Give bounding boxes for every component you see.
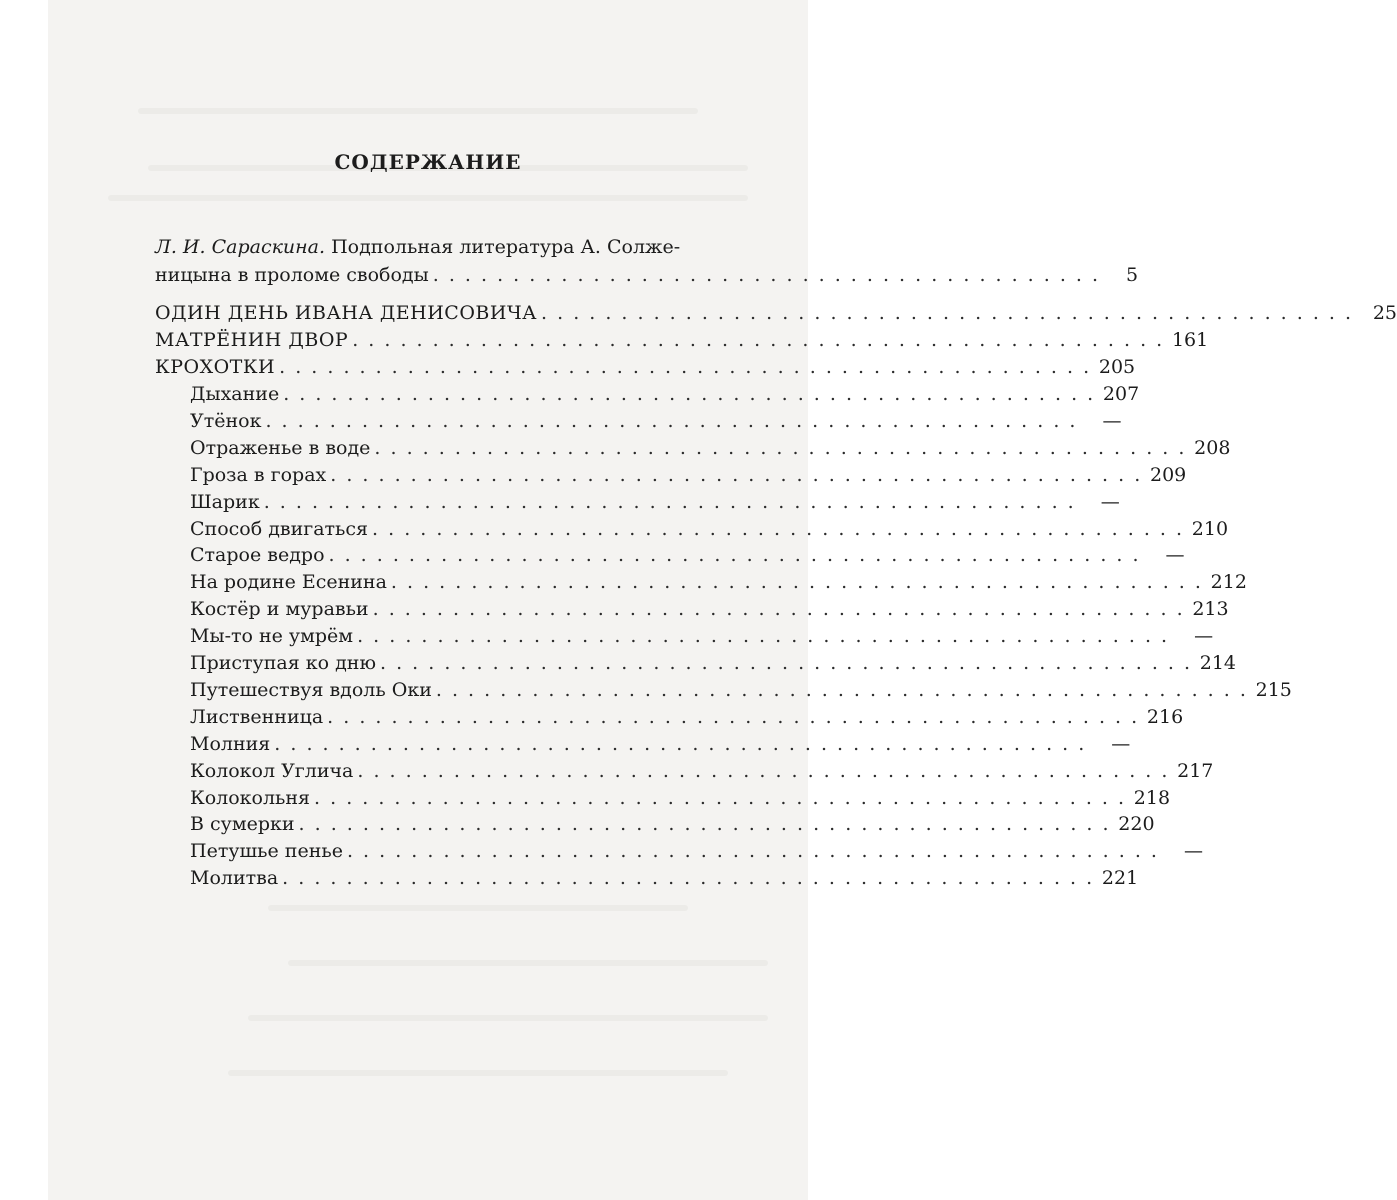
toc-entry[interactable]: [190, 408, 1122, 435]
toc-preface-entry[interactable]: [155, 233, 753, 262]
page-number: 161: [1171, 329, 1209, 351]
toc-entry[interactable]: [190, 731, 1131, 758]
page-number: 217: [1177, 759, 1214, 782]
page-number: 216: [1146, 705, 1184, 728]
toc-entry[interactable]: [190, 758, 1214, 785]
entry-title: Молния: [190, 732, 271, 755]
entry-title: На родине Есенина: [190, 571, 387, 594]
toc-entry[interactable]: [190, 516, 1229, 543]
toc-entry[interactable]: [190, 462, 1187, 489]
leader-dots: . . . . . . . . . . . . . . . . . . . . . . . . . . . . . . . . . . . . . . . . . . . . . . . . . . .: [357, 625, 1170, 648]
page-number: 5: [1125, 264, 1139, 286]
toc-entry[interactable]: [190, 650, 1237, 677]
entry-title: Лиственница: [190, 705, 324, 728]
entry-title: Приступая ко дню: [190, 652, 377, 674]
page-number: 207: [1102, 383, 1140, 405]
page-number: —: [1111, 732, 1131, 755]
leader-dots: . . . . . . . . . . . . . . . . . . . . . . . . . . . . . . . . . . . . . . . . . . . . . . . . . . .: [380, 652, 1193, 674]
page-number: —: [1194, 625, 1214, 648]
toc-entry[interactable]: [155, 327, 1209, 354]
page-number: 218: [1133, 786, 1171, 809]
leader-dots: . . . . . . . . . . . . . . . . . . . . . . . . . . . . . . . . . . . . . . . . . . . . . . . . . . .: [346, 840, 1159, 863]
toc-entry[interactable]: [155, 354, 1136, 381]
leader-dots: . . . . . . . . . . . . . . . . . . . . . . . . . . . . . . . . . . . . . . . . . . . . . . . . . . .: [372, 598, 1185, 621]
leader-dots: . . . . . . . . . . . . . . . . . . . . . . . . . . . . . . . . . . . . . . . . . . . . . . . . . . .: [274, 732, 1087, 755]
page-number: 208: [1194, 436, 1231, 459]
bleed-through-line: [228, 1070, 728, 1076]
toc-entry[interactable]: [190, 865, 1139, 892]
bleed-through-line: [108, 195, 748, 201]
entry-title: Гроза в горах: [190, 463, 327, 486]
toc-entry[interactable]: [190, 811, 1155, 838]
bleed-through-line: [138, 108, 698, 114]
leader-dots: . . . . . . . . . . . . . . . . . . . . . . . . . . . . . . . . . . . . . . . . . . . . . . . . . . .: [265, 409, 1078, 432]
leader-dots: . . . . . . . . . . . . . . . . . . . . . . . . . . . . . . . . . . . . . . . . . . . . . . . . . . .: [327, 705, 1140, 728]
entry-title: Утёнок: [190, 409, 262, 432]
leader-dots: . . . . . . . . . . . . . . . . . . . . . . . . . . . . . . . . . . . . . . . . . . . . . . . . . . .: [282, 867, 1095, 890]
toc-entry[interactable]: [190, 596, 1229, 623]
entry-title: Дыхание: [190, 383, 280, 405]
toc-entry[interactable]: [190, 569, 1247, 596]
leader-dots: . . . . . . . . . . . . . . . . . . . . . . . . . . . . . . . . . . . . . . . . . . . . . . . . . . .: [330, 463, 1143, 486]
toc-entry[interactable]: [190, 435, 1231, 462]
toc-entry[interactable]: [190, 623, 1214, 650]
leader-dots: . . . . . . . . . . . . . . . . . . . . . . . . . . . . . . . . . . . . . . . . . . . . . . . . . . .: [279, 356, 1092, 378]
preface-line-1: [155, 233, 753, 262]
bleed-through-line: [268, 905, 688, 911]
leader-dots: . . . . . . . . . . . . . . . . . . . . . . . . . . . . . . . . . . . . . . . . . . . . . . . . . . .: [372, 517, 1185, 540]
toc-title: СОДЕРЖАНИЕ: [334, 150, 522, 174]
entry-title: Молитва: [190, 867, 279, 890]
leader-dots: . . . . . . . . . . . . . . . . . . . . . . . . . . . . . . . . . . . . . . . . . . . . . . . . . . .: [283, 383, 1096, 405]
leader-dots: . . . . . . . . . . . . . . . . . . . . . . . . . . . . . . . . . . . . . . . . . . . . . . . . . . .: [314, 786, 1127, 809]
page-number: —: [1102, 409, 1122, 432]
page-number: 25: [1372, 302, 1397, 324]
leader-dots: . . . . . . . . . . . . . . . . . . . . . . . . . . . . . . . . . . . . . . . . . . . . . . . . . . .: [390, 571, 1203, 594]
entry-title: МАТРЁНИН ДВОР: [155, 329, 349, 351]
leader-dots: . . . . . . . . . . . . . . . . . . . . . . . . . . . . . . . . . . . . . . . . . . . . . . . . . . .: [541, 302, 1354, 324]
page-number: —: [1100, 490, 1120, 513]
page-number: —: [1165, 544, 1185, 567]
page-number: 209: [1149, 463, 1187, 486]
entry-title: Мы-то не умрём: [190, 625, 354, 648]
entry-title: Колокол Углича: [190, 759, 354, 782]
entry-title: Шарик: [190, 490, 260, 513]
entry-title: Колокольня: [190, 786, 311, 809]
leader-dots: . . . . . . . . . . . . . . . . . . . . . . . . . . . . . . . . . . . . . . . . . . . . . . . . . . .: [298, 813, 1111, 836]
leader-dots: . . . . . . . . . . . . . . . . . . . . . . . . . . . . . . . . . . . . . . . . . . . . . . . . . . .: [263, 490, 1076, 513]
toc-entry[interactable]: [190, 838, 1203, 865]
entry-title: Отраженье в воде: [190, 436, 371, 459]
leader-dots: . . . . . . . . . . . . . . . . . . . . . . . . . . . . . . . . . . . . . . . . . .: [432, 264, 1101, 286]
page-number: 213: [1192, 598, 1229, 621]
bleed-through-line: [248, 1015, 768, 1021]
page-number: 221: [1101, 867, 1139, 890]
toc-entry[interactable]: [190, 704, 1184, 731]
toc-entry[interactable]: [190, 785, 1171, 812]
entry-title: ОДИН ДЕНЬ ИВАНА ДЕНИСОВИЧА: [155, 302, 538, 324]
leader-dots: . . . . . . . . . . . . . . . . . . . . . . . . . . . . . . . . . . . . . . . . . . . . . . . . . . .: [328, 544, 1141, 567]
page-number: 212: [1210, 571, 1247, 594]
page-number: 205: [1098, 356, 1136, 378]
preface-line-2[interactable]: [155, 262, 1139, 289]
entry-title: Старое ведро: [190, 544, 325, 567]
page-number: —: [1183, 840, 1203, 863]
toc-entry[interactable]: [190, 489, 1120, 516]
preface-author: Л. И. Сараскина.: [155, 236, 326, 258]
page-number: 215: [1255, 678, 1292, 701]
entry-title: В сумерки: [190, 813, 295, 836]
bleed-through-line: [288, 960, 768, 966]
toc-entry[interactable]: [155, 300, 1397, 327]
leader-dots: . . . . . . . . . . . . . . . . . . . . . . . . . . . . . . . . . . . . . . . . . . . . . . . . . . .: [374, 436, 1187, 459]
preface-title-part-2: ницына в проломе свободы: [155, 264, 429, 286]
entry-title: Петушье пенье: [190, 840, 343, 863]
leader-dots: . . . . . . . . . . . . . . . . . . . . . . . . . . . . . . . . . . . . . . . . . . . . . . . . . . .: [435, 678, 1248, 701]
entry-title: Путешествуя вдоль Оки: [190, 678, 432, 701]
entry-title: Костёр и муравьи: [190, 598, 369, 621]
entry-title: КРОХОТКИ: [155, 356, 276, 378]
entry-title: Способ двигаться: [190, 517, 369, 540]
page-number: 210: [1191, 517, 1229, 540]
preface-title-part-1: Подпольная литература А. Солже-: [331, 236, 681, 258]
toc-entry[interactable]: [190, 381, 1140, 408]
toc-entry[interactable]: [190, 542, 1185, 569]
leader-dots: . . . . . . . . . . . . . . . . . . . . . . . . . . . . . . . . . . . . . . . . . . . . . . . . . . .: [357, 759, 1170, 782]
page-number: 220: [1118, 813, 1155, 836]
leader-dots: . . . . . . . . . . . . . . . . . . . . . . . . . . . . . . . . . . . . . . . . . . . . . . . . . . .: [352, 329, 1165, 351]
toc-entry[interactable]: [190, 677, 1292, 704]
page-number: 214: [1199, 652, 1237, 674]
